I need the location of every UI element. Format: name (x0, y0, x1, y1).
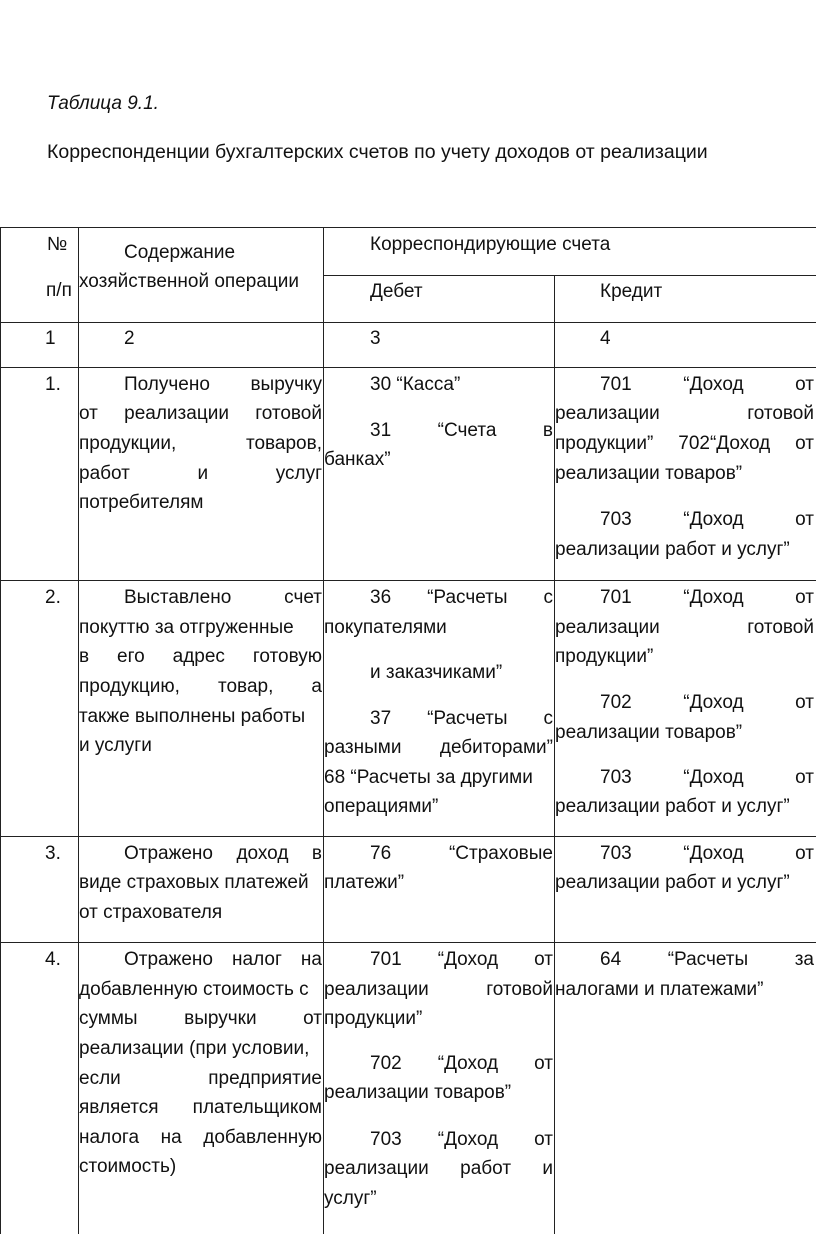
row-2-debit-line: и заказчиками” (370, 662, 503, 683)
row-2-content-line: в его адрес готовую (79, 646, 322, 667)
row-2-debit-line: 37 “Расчеты с (370, 708, 553, 729)
row-3-debit-line: платежи” (324, 872, 405, 893)
header-content-line2: хозяйственной операции (79, 271, 300, 292)
row-4-credit-line: 64 “Расчеты за (600, 949, 814, 970)
row-4-content-line: реализации (при условии, (79, 1038, 310, 1059)
column-number-4: 4 (600, 328, 611, 349)
row-4-content-line: налога на добавленную (79, 1127, 322, 1148)
header-number-abbr: п/п (46, 280, 72, 301)
row-2-content-line: и услуги (79, 735, 152, 756)
row-4-number: 4. (45, 949, 61, 970)
row-4-content-line: добавленную стоимость с (79, 979, 309, 1000)
document-title: Корреспонденции бухгалтерских счетов по учету доходов от реализации (47, 141, 708, 163)
row-2-credit-line: 702 “Доход от (600, 692, 814, 713)
row-2-credit-line: реализации работ и услуг” (555, 796, 790, 817)
row-1-content-line: работ и услуг (79, 463, 322, 484)
row-3-number: 3. (45, 843, 61, 864)
row-4-debit-line: 703 “Доход от (370, 1129, 553, 1150)
row-2-credit-line: продукции” (555, 646, 654, 667)
row-2-credit-line: 701 “Доход от (600, 587, 814, 608)
row-1-bottom-line (0, 580, 816, 581)
row-1-credit-line: 701 “Доход от (600, 374, 814, 395)
row-4-debit-line: услуг” (324, 1188, 377, 1209)
row-4-content-line: Отражено налог на (124, 949, 322, 970)
row-2-credit-line: 703 “Доход от (600, 767, 814, 788)
column-number-2: 2 (124, 328, 135, 349)
header-credit: Кредит (600, 281, 663, 302)
row-3-bottom-line (0, 942, 816, 943)
row-2-content-line: покуттю за отгруженные (79, 617, 294, 638)
row-1-credit-line: реализации готовой (555, 403, 814, 424)
header-corr-accounts: Корреспондирующие счета (370, 234, 611, 255)
row-4-credit-line: налогами и платежами” (555, 979, 764, 1000)
row-2-debit-line: покупателями (324, 617, 447, 638)
row-3-content-line: от страхователя (79, 902, 223, 923)
row-4-debit-line: реализации готовой (324, 979, 553, 1000)
header-content-line1: Содержание (124, 242, 236, 263)
row-4-content-line: является плательщиком (79, 1097, 322, 1118)
row-4-debit-line: продукции” (324, 1008, 423, 1029)
header-debit: Дебет (370, 281, 423, 302)
row-1-content-line: от реализации готовой (79, 403, 322, 424)
row-4-content-line: если предприятие (79, 1068, 322, 1089)
row-4-content-line: суммы выручки от (79, 1008, 322, 1029)
header-bottom-line (0, 322, 816, 323)
row-3-debit-line: 76 “Страховые (370, 843, 553, 864)
row-4-content-line: стоимость) (79, 1156, 177, 1177)
table-caption: Таблица 9.1. (47, 93, 159, 114)
row-2-bottom-line (0, 836, 816, 837)
row-1-debit-line: 30 “Касса” (370, 374, 461, 395)
row-4-debit-line: 702 “Доход от (370, 1053, 553, 1074)
row-3-credit-line: реализации работ и услуг” (555, 872, 790, 893)
row-3-credit-line: 703 “Доход от (600, 843, 814, 864)
row-1-content-line: продукции, товаров, (79, 433, 322, 454)
row-4-debit-line: реализации работ и (324, 1158, 553, 1179)
row-1-credit-line: реализации товаров” (555, 463, 743, 484)
row-4-debit-line: 701 “Доход от (370, 949, 553, 970)
row-2-credit-line: реализации готовой (555, 617, 814, 638)
header-number-symbol: № (47, 234, 68, 255)
row-2-debit-line: операциями” (324, 796, 439, 817)
row-2-content-line: также выполнены работы (79, 706, 306, 727)
row-3-content-line: Отражено доход в (124, 843, 322, 864)
row-2-credit-line: реализации товаров” (555, 722, 743, 743)
row-1-content-line: потребителям (79, 492, 204, 513)
row-2-debit-line: разными дебиторами” (324, 737, 553, 758)
row-1-content-line: Получено выручку (124, 374, 322, 395)
row-1-debit-line: 31 “Счета в (370, 420, 553, 441)
row-4-debit-line: реализации товаров” (324, 1082, 512, 1103)
row-1-credit-line: продукции” 702“Доход от (555, 433, 814, 454)
header-subdivider (323, 275, 816, 276)
row-2-debit-line: 68 “Расчеты за другими (324, 767, 533, 788)
column-number-3: 3 (370, 328, 381, 349)
row-1-credit-line: 703 “Доход от (600, 509, 814, 530)
row-3-content-line: виде страховых платежей (79, 872, 309, 893)
row-2-content-line: продукцию, товар, а (79, 676, 322, 697)
column-number-1: 1 (45, 328, 56, 349)
numbers-row-bottom-line (0, 367, 816, 368)
table-border-top (0, 227, 816, 228)
row-1-number: 1. (45, 374, 61, 395)
row-2-debit-line: 36 “Расчеты с (370, 587, 553, 608)
row-1-debit-line: банках” (324, 449, 391, 470)
row-1-credit-line: реализации работ и услуг” (555, 539, 790, 560)
row-2-content-line: Выставлено счет (124, 587, 322, 608)
row-2-number: 2. (45, 587, 61, 608)
table-border-left (0, 227, 1, 1234)
